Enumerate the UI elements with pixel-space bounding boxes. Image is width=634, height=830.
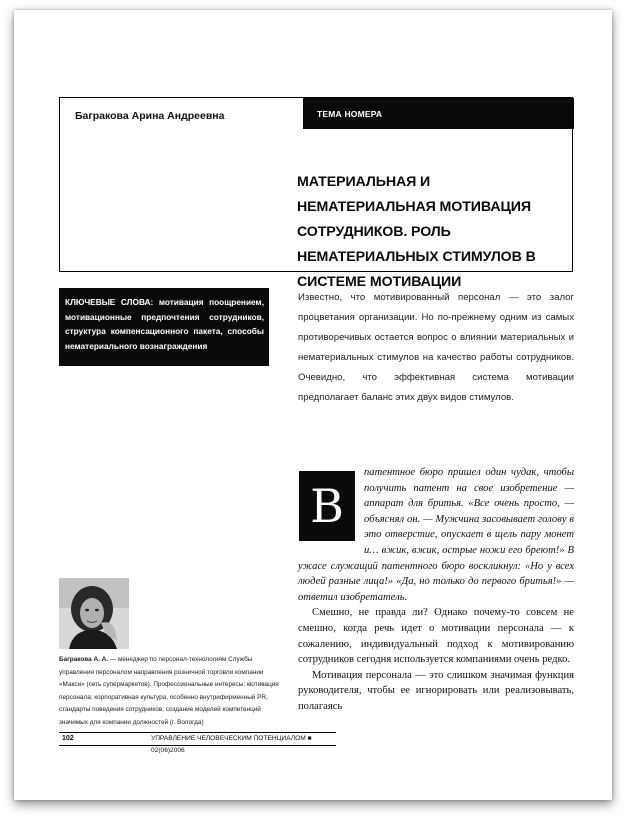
section-label: ТЕМА НОМЕРА: [303, 98, 574, 129]
body-paragraph: Смешно, не правда ли? Однако почему-то совсем не смешно, когда речь идет о мотивации персонала — к сожалению, индивидуальный подход к мотивированию сотрудников сегодня используется компаниями очень редко.: [298, 607, 574, 666]
page-number: 102: [62, 735, 74, 742]
article-title: МАТЕРИАЛЬНАЯ И НЕМАТЕРИАЛЬНАЯ МОТИВАЦИЯ СОТРУДНИКОВ. РОЛЬ НЕМАТЕРИАЛЬНЫХ СТИМУЛОВ В СИСТЕМЕ МОТИВАЦИИ: [297, 174, 536, 290]
anecdote-paragraph: патентное бюро пришел один чудак, чтобы получить патент на свое изобретение — аппарат для бритья. «Все очень просто, — объяснял он. — Мужчина засовывает голову в это отверстие, опускает в щель пару монет и… вжик, вжик, острые ножи его бреют!» В ужасе служащий патентного бюро воскликнул: «Но у всех людей разные лица!» «Да, но только до первого бритья!» — ответил изобретатель.: [298, 467, 574, 603]
author-bio: [59, 654, 287, 730]
body-paragraph: Мотивация персонала — это слишком значимая функция руководителя, чтобы ее игнорировать или реализовывать, полагаясь: [298, 669, 574, 712]
article-header: [59, 97, 573, 290]
bio-text: — менеджер по персонал-технологиям Службы управления персоналом направления розничной торговли компании «Макси» (сеть супермаркетов). Профессиональные интересы: мотивация персонала; корпоративная культура, особенно внутрифирменный PR, стандарты поведения сотрудников; создание моделей компетенций значимых для компании должностей (г. Вологда): [59, 656, 279, 726]
article-body: [298, 465, 574, 715]
bio-name: Багракова А. А.: [59, 656, 109, 663]
journal-name: УПРАВЛЕНИЕ ЧЕЛОВЕЧЕСКИМ ПОТЕНЦИАЛОМ ■ 02(06)2006: [151, 735, 312, 754]
lead-paragraph: Известно, что мотивированный персонал — это залог процветания организации. Но по-прежнему одним из самых противоречивых остается вопрос о влиянии материальных и нематериальных стимулов на качество работы сотрудников. Очевидно, что эффективная система мотивации предполагает баланс этих двух видов стимулов.: [298, 292, 574, 403]
magazine-page: [14, 10, 612, 800]
author-photo: [59, 578, 129, 649]
keywords-box: КЛЮЧЕВЫЕ СЛОВА: мотивация поощрением, мотивационные предпочтения сотрудников, структура компенсационного пакета, способы нематериального вознаграждения: [59, 288, 269, 366]
author-name: Багракова Арина Андреевна: [75, 110, 225, 122]
drop-cap: В: [299, 471, 355, 541]
page-footer: [59, 732, 336, 754]
